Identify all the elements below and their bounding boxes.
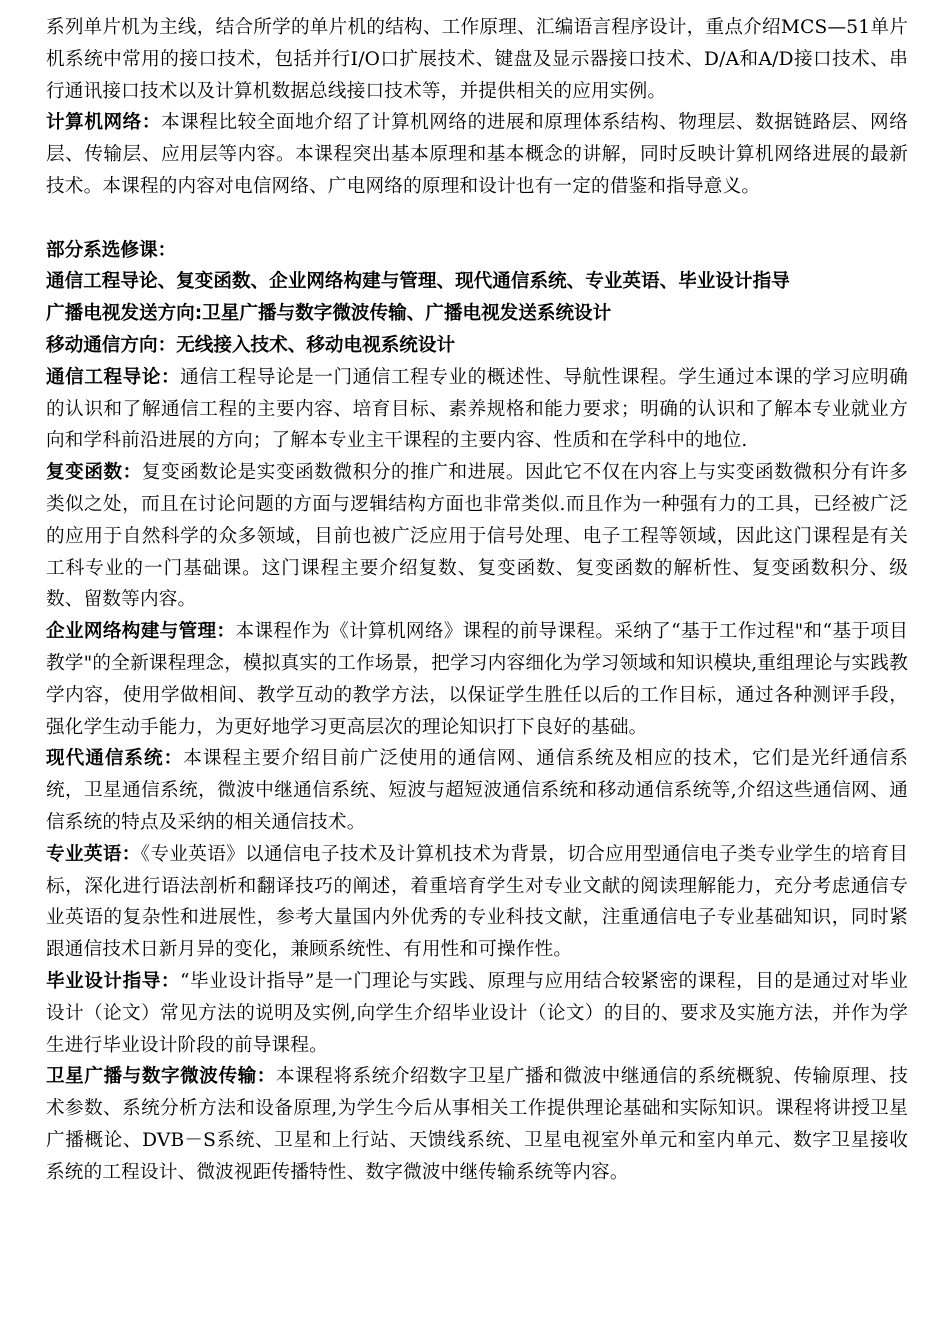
course-description: 本课程比较全面地介绍了计算机网络的进展和原理体系结构、物理层、数据链路层、网络层、传输层、应用层等内容。本课程突出基本原理和基本概念的讲解，同时反映计算机网络进展的最新技术。本课程的内容对电信网络、广电网络的原理和设计也有一定的借鉴和指导意义。 bbox=[46, 112, 908, 197]
course-term: 现代通信系统： bbox=[46, 748, 184, 770]
course-graduation-design bbox=[46, 966, 908, 1061]
course-modern-comm bbox=[46, 743, 908, 838]
course-description: 本课程将系统介绍数字卫星广播和微波中继通信的系统概貌、传输原理、技术参数、系统分析方法和设备原理,为学生今后从事相关工作提供理论基础和实际知识。课程将讲授卫星广播概论、DVB－S系统、卫星和上行站、天馈线系统、卫星电视室外单元和室内单元、数字卫星接收系统的工程设计、微波视距传播特性、数字微波中继传输系统等内容。 bbox=[46, 1066, 908, 1183]
course-enterprise-network bbox=[46, 616, 908, 743]
course-term: 专业英语： bbox=[46, 843, 141, 865]
course-description: 复变函数论是实变函数微积分的推广和进展。因此它不仅在内容上与实变函数微积分有许多类似之处，而且在讨论问题的方面与逻辑结构方面也非常类似.而且作为一种强有力的工具，已经被广泛的应用于自然科学的众多领域，目前也被广泛应用于信号处理、电子工程等领域，因此这门课程是有关工科专业的一门基础课。这门课程主要介绍复数、复变函数、复变函数的解析性、复变函数积分、级数、留数等内容。 bbox=[46, 462, 908, 611]
spacer bbox=[46, 203, 908, 235]
intro-paragraph bbox=[46, 12, 908, 107]
course-term: 毕业设计指导： bbox=[46, 970, 180, 992]
electives-general-list: 通信工程导论、复变函数、企业网络构建与管理、现代通信系统、专业英语、毕业设计指导 bbox=[46, 271, 790, 293]
course-description: 《专业英语》以通信电子技术及计算机技术为背景，切合应用型通信电子类专业学生的培育目标，深化进行语法剖析和翻译技巧的阐述，着重培育学生对专业文献的阅读理解能力，充分考虑通信专业英语的复杂性和进展性，参考大量国内外优秀的专业科技文献，注重通信电子专业基础知识，同时紧跟通信技术日新月异的变化，兼顾系统性、有用性和可操作性。 bbox=[46, 843, 908, 961]
course-description: 本课程主要介绍目前广泛使用的通信网、通信系统及相应的技术，它们是光纤通信系统，卫星通信系统，微波中继通信系统、短波与超短波通信系统和移动通信系统等,介绍这些通信网、通信系统的特点及采纳的相关通信技术。 bbox=[46, 748, 908, 833]
intro-text: 系列单片机为主线，结合所学的单片机的结构、工作原理、汇编语言程序设计，重点介绍MCS—51单片机系统中常用的接口技术，包括并行I/O口扩展技术、键盘及显示器接口技术、D/A和A/D接口技术、串行通讯接口技术以及计算机数据总线接口技术等，并提供相关的应用实例。 bbox=[46, 17, 908, 102]
course-description: 本课程作为《计算机网络》课程的前导课程。采纳了“基于工作过程"和“基于项目教学"的全新课程理念，模拟真实的工作场景，把学习内容细化为学习领域和知识模块,重组理论与实践教学内容，使用学做相间、教学互动的教学方法，以保证学生胜任以后的工作目标，通过各种测评手段，强化学生动手能力，为更好地学习更高层次的理论知识打下良好的基础。 bbox=[46, 621, 908, 738]
electives-mobile-list: 移动通信方向：无线接入技术、移动电视系统设计 bbox=[46, 334, 456, 356]
course-network bbox=[46, 107, 908, 202]
course-description: “毕业设计指导”是一门理论与实践、原理与应用结合较紧密的课程，目的是通过对毕业设计（论文）常见方法的说明及实例,向学生介绍毕业设计（论文）的目的、要求及实施方法，并作为学生进行毕业设计阶段的前导课程。 bbox=[46, 970, 908, 1056]
electives-title: 部分系选修课： bbox=[46, 239, 177, 261]
course-complex-functions bbox=[46, 457, 908, 616]
course-english bbox=[46, 839, 908, 966]
course-intro-comm bbox=[46, 362, 908, 457]
course-term: 计算机网络： bbox=[46, 112, 161, 134]
document-page bbox=[46, 12, 908, 1188]
course-satellite bbox=[46, 1061, 908, 1188]
course-description: 通信工程导论是一门通信工程专业的概述性、导航性课程。学生通过本课的学习应明确的认识和了解通信工程的主要内容、培育目标、素养规格和能力要求；明确的认识和了解本专业就业方向和学科前沿进展的方向；了解本专业主干课程的主要内容、性质和在学科中的地位. bbox=[46, 366, 908, 452]
course-term: 通信工程导论： bbox=[46, 366, 181, 388]
course-term: 企业网络构建与管理： bbox=[46, 621, 236, 643]
course-term: 复变函数： bbox=[46, 462, 142, 484]
course-term: 卫星广播与数字微波传输： bbox=[46, 1066, 276, 1088]
electives-broadcast-list: 广播电视发送方向:卫星广播与数字微波传输、广播电视发送系统设计 bbox=[46, 303, 612, 325]
